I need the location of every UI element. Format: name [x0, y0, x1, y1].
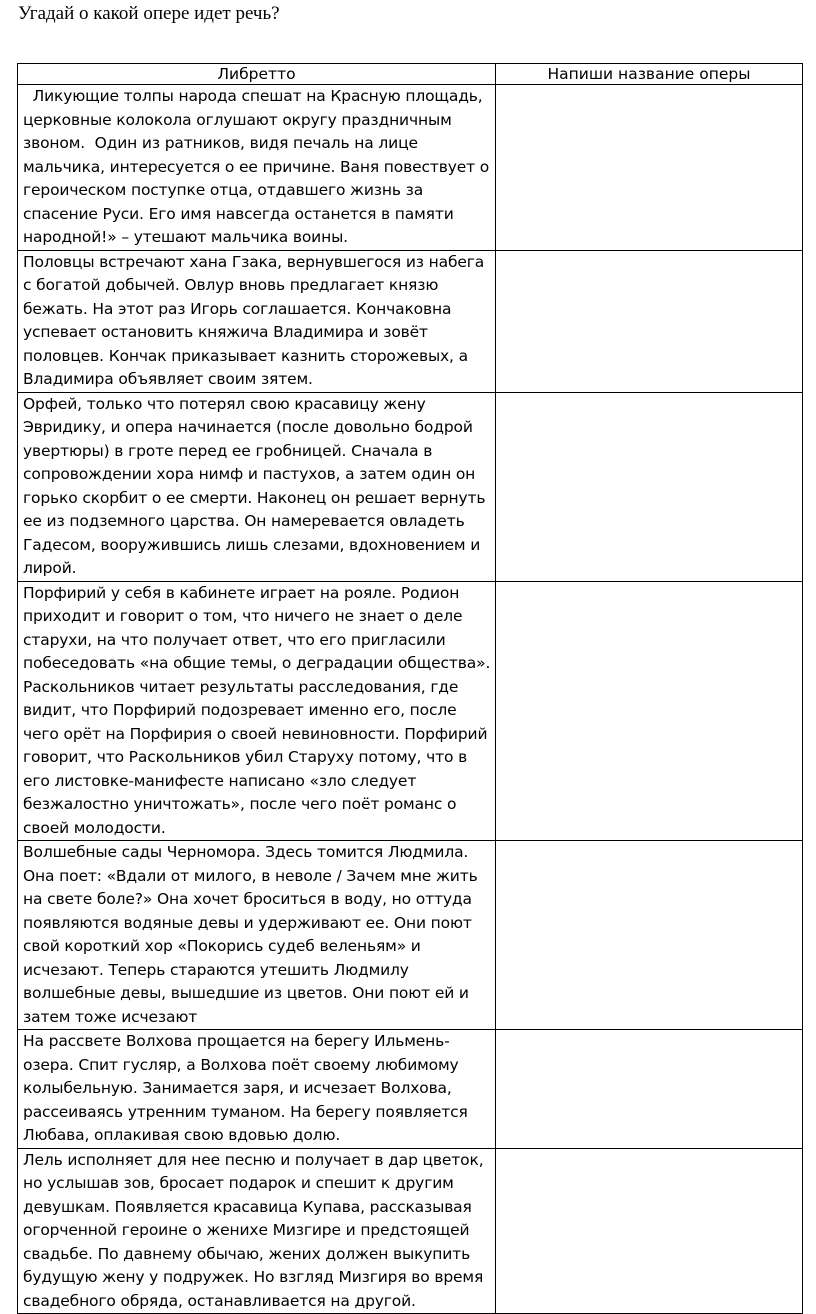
table-row [18, 841, 803, 1030]
libretto-column-header: Либретто [18, 64, 496, 85]
answer-cell[interactable] [496, 581, 803, 841]
libretto-cell: На рассвете Волхова прощается на берегу Ильмень-озера. Спит гусляр, а Волхова поёт своему любимому колыбельную. Занимается заря, и исчезает Волхова, рассеиваясь утренним туманом. На берегу появляется Любава, оплакивая свою вдовью долю. [18, 1030, 496, 1149]
table-row [18, 85, 803, 251]
answer-cell[interactable] [496, 250, 803, 392]
answer-cell[interactable] [496, 1148, 803, 1314]
answer-cell[interactable] [496, 841, 803, 1030]
answer-cell[interactable] [496, 1030, 803, 1149]
libretto-cell: Ликующие толпы народа спешат на Красную площадь, церковные колокола оглушают округу праздничным звоном. Один из ратников, видя печаль на лице мальчика, интересуется о ее причине. Ваня повествует о героическом поступке отца, отдавшего жизнь за спасение Руси. Его имя навсегда останется в памяти народной!» – утешают мальчика воины. [18, 85, 496, 251]
page-title: Угадай о какой опере идет речь? [18, 3, 280, 24]
table-row [18, 1030, 803, 1149]
libretto-cell: Половцы встречают хана Гзака, вернувшегося из набега с богатой добычей. Овлур вновь предлагает князю бежать. На этот раз Игорь соглашается. Кончаковна успевает остановить княжича Владимира и зовёт половцев. Кончак приказывает казнить сторожевых, а Владимира объявляет своим зятем. [18, 250, 496, 392]
table-row [18, 1148, 803, 1314]
libretto-cell: Волшебные сады Черномора. Здесь томится Людмила. Она поет: «Вдали от милого, в неволе / Зачем мне жить на свете боле?» Она хочет броситься в воду, но оттуда появляются водяные девы и удерживают ее. Они поют свой короткий хор «Покорись судеб веленьям» и исчезают. Теперь стараются утешить Людмилу волшебные девы, вышедшие из цветов. Они поют ей и затем тоже исчезают [18, 841, 496, 1030]
table-row [18, 392, 803, 581]
table-row [18, 250, 803, 392]
opera-quiz-table [17, 63, 803, 1314]
libretto-cell: Лель исполняет для нее песню и получает в дар цветок, но услышав зов, бросает подарок и спешит к другим девушкам. Появляется красавица Купава, рассказывая огорченной героине о женихе Мизгире и предстоящей свадьбе. По давнему обычаю, жених должен выкупить будущую жену у подружек. Но взгляд Мизгиря во время свадебного обряда, останавливается на другой. [18, 1148, 496, 1314]
answer-cell[interactable] [496, 392, 803, 581]
answer-column-header: Напиши название оперы [496, 64, 803, 85]
libretto-cell: Порфирий у себя в кабинете играет на рояле. Родион приходит и говорит о том, что ничего не знает о деле старухи, на что получает ответ, что его пригласили побеседовать «на общие темы, о деградации общества». Раскольников читает результаты расследования, где видит, что Порфирий подозревает именно его, после чего орёт на Порфирия о своей невиновности. Порфирий говорит, что Раскольников убил Старуху потому, что в его листовке-манифесте написано «зло следует безжалостно уничтожать», после чего поёт романс о своей молодости. [18, 581, 496, 841]
answer-cell[interactable] [496, 85, 803, 251]
table-header-row [18, 64, 803, 85]
table-row [18, 581, 803, 841]
libretto-cell: Орфей, только что потерял свою красавицу жену Эвридику, и опера начинается (после довольно бодрой увертюры) в гроте перед ее гробницей. Сначала в сопровождении хора нимф и пастухов, а затем один он горько скорбит о ее смерти. Наконец он решает вернуть ее из подземного царства. Он намеревается овладеть Гадесом, вооружившись лишь слезами, вдохновением и лирой. [18, 392, 496, 581]
